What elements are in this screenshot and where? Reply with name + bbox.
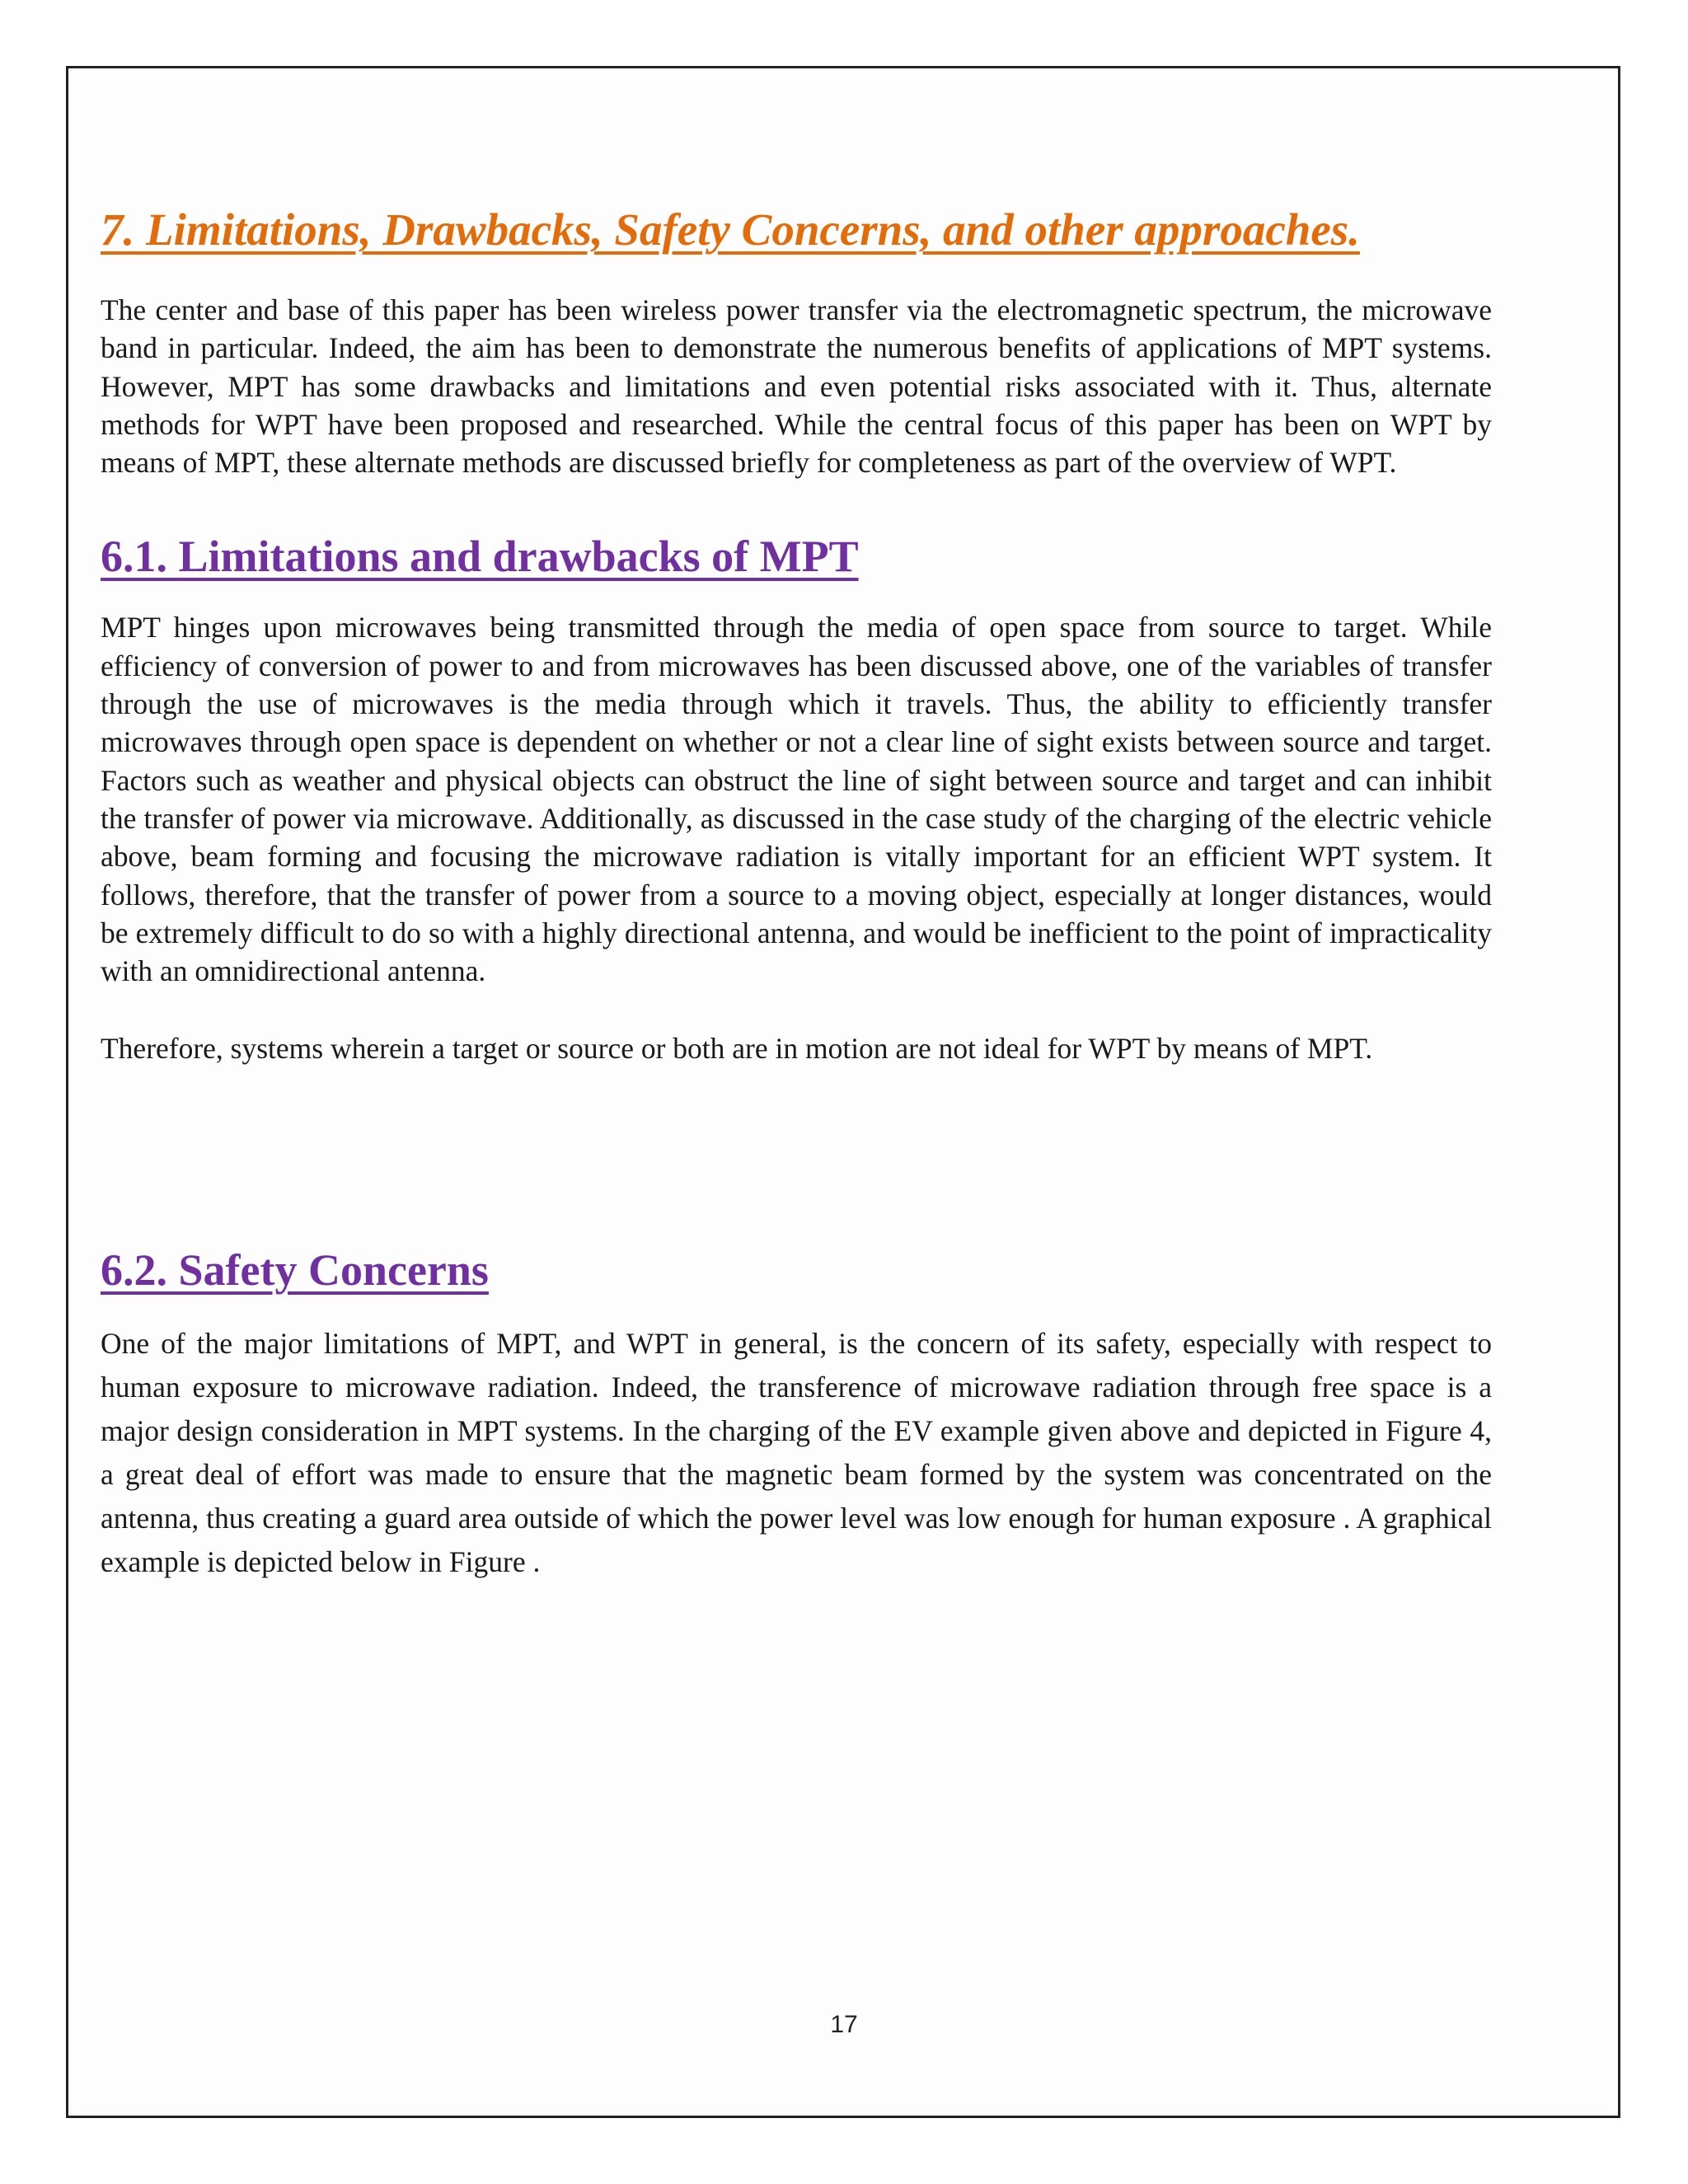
section-6-1-paragraph-2: Therefore, systems wherein a target or source or both are in motion are not ideal for WPT by means of MPT. [101,1032,1373,1066]
spacer [101,1068,1492,1241]
section-6-2-paragraph: One of the major limitations of MPT, and WPT in general, is the concern of its safety, especially with respect to human exposure to microwave radiation. Indeed, the transference of microwave radiation through free space is a major design consideration in MPT systems. In the charging of the EV example given above and depicted in Figure 4, a great deal of effort was made to ensure that the magnetic beam formed by the system was concentrated on the antenna, thus creating a guard area outside of which the power level was low enough for human exposure . A graphical example is depicted below in Figure . [101,1326,1492,1578]
page-content [101,200,1492,1584]
section-7-heading: 7. Limitations, Drawbacks, Safety Concerns, and other approaches. [101,204,1360,255]
section-6-1-heading: 6.1. Limitations and drawbacks of MPT [101,532,859,582]
section-6-2-heading: 6.2. Safety Concerns [101,1244,489,1295]
page-number: 17 [830,2011,858,2038]
section-7-paragraph: The center and base of this paper has been wireless power transfer via the electromagnetic spectrum, the microwave band in particular. Indeed, the aim has been to demonstrate the numerous benefits of applications of MPT systems. However, MPT has some drawbacks and limitations and even potential risks associated with it. Thus, alternate methods for WPT have been proposed and researched. While the central focus of this paper has been on WPT by means of MPT, these alternate methods are discussed briefly for completeness as part of the overview of WPT. [101,293,1492,480]
spacer [101,990,1492,1029]
spacer [101,481,1492,527]
section-6-1-paragraph-1: MPT hinges upon microwaves being transmitted through the media of open space from source to target. While efficiency of conversion of power to and from microwaves has been discussed above, one of the variables of transfer through the use of microwaves is the media through which it travels. Thus, the ability to efficiently transfer microwaves through open space is dependent on whether or not a clear line of sight exists between source and target. Factors such as weather and physical objects can obstruct the line of sight between source and target and can inhibit the transfer of power via microwave. Additionally, as discussed in the case study of the charging of the electric vehicle above, beam forming and focusing the microwave radiation is vitally important for an efficient WPT system. It follows, therefore, that the transfer of power from a source to a moving object, especially at longer distances, would be extremely difficult to do so with a highly directional antenna, and would be inefficient to the point of impracticality with an omnidirectional antenna. [101,611,1492,988]
